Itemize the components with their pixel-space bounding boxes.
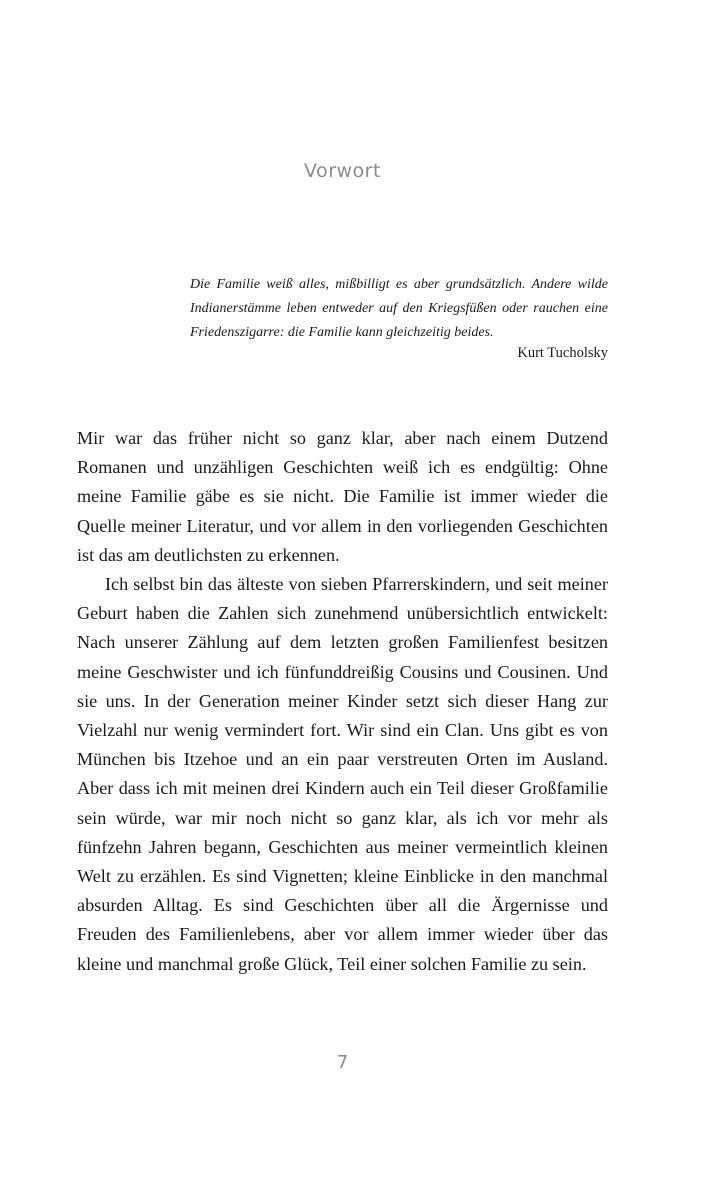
epigraph-author: Kurt Tucholsky [517, 345, 608, 361]
paragraph: Ich selbst bin das älteste von sieben Pfarrerskindern, und seit meiner Geburt haben die Zahlen sich zunehmend unübersichtlich entwickelt: Nach unserer Zählung auf dem letzten großen Familienfest besitzen meine Geschwister und ich fünfunddreißig Cousins und Cousinen. Und sie uns. In der Generation meiner Kinder setzt sich dieser Hang zur Vielzahl nur wenig vermindert fort. Wir sind ein Clan. Uns gibt es von München bis Itzehoe und an ein paar verstreuten Orten im Ausland. Aber dass ich mit meinen drei Kindern auch ein Teil dieser Großfamilie sein würde, war mir noch nicht so ganz klar, als ich vor mehr als fünfzehn Jahren begann, Geschichten aus meiner vermeintlich kleinen Welt zu erzählen. Es sind Vignetten; kleine Einblicke in den manchmal absurden Alltag. Es sind Geschichten über all die Ärgernisse und Freuden des Familienlebens, aber vor allem immer wieder über das kleine und manchmal große Glück, Teil einer solchen Familie zu sein. [77, 574, 608, 974]
page-title: Vorwort [304, 160, 381, 182]
paragraph: Mir war das früher nicht so ganz klar, aber nach einem Dutzend Romanen und unzähligen Geschichten weiß ich es endgültig: Ohne meine Familie gäbe es sie nicht. Die Familie ist immer wieder die Quelle meiner Literatur, und vor allem in den vorliegenden Geschichten ist das am deutlichsten zu erkennen. [77, 428, 608, 565]
page-number: 7 [336, 1052, 349, 1073]
epigraph-quote: Die Familie weiß alles, mißbilligt es aber grundsätzlich. Andere wilde Indianerstämme leben entweder auf den Kriegsfüßen oder rauchen eine Friedenszigarre: die Familie kann gleichzeitig beides. [190, 277, 608, 340]
body-text [77, 424, 608, 979]
